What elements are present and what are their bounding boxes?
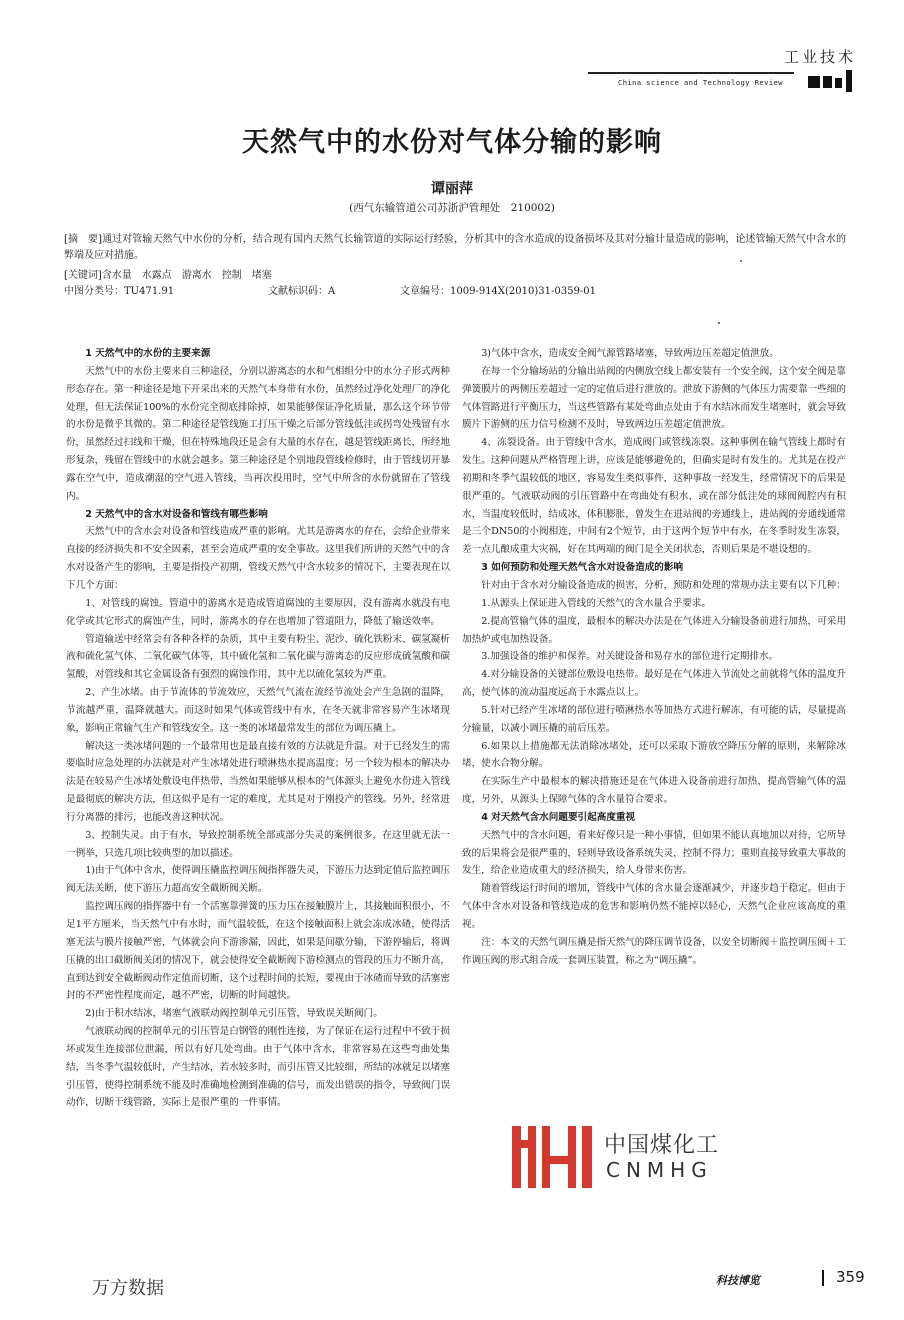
logo-text-english: CNMHG bbox=[606, 1158, 713, 1182]
footer-journal-name: 科技博览 bbox=[716, 1274, 760, 1287]
section-heading: 1 天然气中的水份的主要来源 bbox=[85, 348, 211, 359]
body-paragraph: 1、对管线的腐蚀。管道中的游离水是造成管道腐蚀的主要原因，没有游离水就没有电化学或其它形式的腐蚀产生，同时，游离水的存在也增加了管道阻力，降低了输送效率。 bbox=[66, 597, 450, 627]
body-paragraph: 气液联动阀的控制单元的引压管是白钢管的刚性连接，为了保证在运行过程中不致于损坏或发生连接部位泄漏，所以有好几处弯曲。由于气体中含水，非常容易在这些弯曲处集结，当冬季气温较低时，产生结冰，若水较多时，而引压管又比较细，所结的冰就足以堵塞引压管，使得控制系统不能及时准确地检测到准确的信号，而发出错误的指令，导致阀门误动作，切断干线管路，实际上是很严重的一件事情。 bbox=[66, 1026, 450, 1109]
scan-speck bbox=[718, 322, 720, 324]
journal-english-name: China science and Technology Review bbox=[618, 79, 784, 87]
body-paragraph: 天然气中的水份主要来自三种途径，分别以游离态的水和气相组分中的水分子形式两种形态存在。第一种途径是地下开采出来的天然气本身带有水份，虽然经过净化处理厂的净化处理，但无法保证100%的水份完全彻底排除掉，如果能够保证净化质量，那么这个环节带的水份是微乎其微的。第二种途径是管线施工打压干燥之后部分管线低洼或拐弯处残留有水份，虽然经过扫线和干燥，但在特殊地段还是会有大量的水存在，越是管线距离长，所经地形复杂，残留在管线中的水就会越多。第三种途径是个别地段管线检修时，由于管线切开暴露在空气中，造成潮湿的空气进入管线，当再次投用时，空气中所含的水份就留在了管线内。 bbox=[66, 365, 450, 502]
body-paragraph: 3)气体中含水，造成安全阀气源管路堵塞，导致两边压差超定值泄放。 bbox=[481, 348, 779, 359]
body-paragraph: 4.对分输设备的关键部位敷设电热带。最好是在气体进入节流处之前就将气体的温度升高，使气体的流动温度远高于水露点以上。 bbox=[462, 669, 846, 699]
body-paragraph: 天然气中的含水问题，看来好像只是一种小事情，但如果不能认真地加以对待，它所导致的后果将会是很严重的，轻则导致设备系统失灵，控制不得力；重则直接导致重大事故的发生，给企业造成重大的经济损失，给人身带来伤害。 bbox=[462, 829, 846, 877]
section-category: 工业技术 bbox=[783, 48, 856, 66]
body-paragraph: 2.提高管输气体的温度，最根本的解决办法是在气体进入分输设备前进行加热，可采用加热炉或电加热设备。 bbox=[462, 615, 846, 645]
body-paragraph: 随着管线运行时间的增加，管线中气体的含水量会逐渐减少，并逐步趋于稳定。但由于气体中含水对设备和管线造成的危害和影响仍然不能掉以轻心，天然气企业应该高度的重视。 bbox=[462, 883, 846, 930]
body-paragraph: 监控调压阀的指挥器中有一个活塞靠弹簧的压力压在接触膜片上，其接触面积很小，不足1平方厘米，当天然气中有水时，而气温较低，在这个接触面积上就会冻成冰碴，使得活塞无法与膜片接触严密，气体就会向下游渗漏，因此，如果是间歇分输，下游停输后，将调压撬的出口截断阀关闭的情况下，就会使得安全截断阀下游检测点的管段的压力不断升高，直到达到安全截断阀动作定值而切断，这个过程时间的长短，要视由于冰碴而导致的活塞密封的不严密性程度而定，越不严密，切断的时间越快。 bbox=[66, 901, 450, 1002]
body-paragraph: 管道输送中经常会有各种各样的杂质，其中主要有粉尘、泥沙、硫化铁粉末、碳氢凝析液和硫化氢气体、二氧化碳气体等，其中硫化氢和二氧化碳与游离态的反应形成硫氢酸和碳氢酸，对管线和其它金属设备有强烈的腐蚀作用，其中尤以硫化氢较为严重。 bbox=[66, 633, 450, 681]
body-column-right bbox=[462, 345, 846, 970]
body-paragraph: 解决这一类冰堵问题的一个最常用也是最直接有效的方法就是升温。对于已经发生的需要临时应急处理的办法就是对产生冰堵处进行喷淋热水提高温度；另一个较为根本的解决办法是在较易产生冰堵处敷设电伴热带，当然如果能够从根本的气体源头上避免水份进入管线是最彻底的解决方法，但这似乎是有一定的难度，尤其是对于刚投产的管线。另外，经常进行分离器的排污，也能改善这种状况。 bbox=[66, 740, 450, 823]
page-number: 359 bbox=[836, 1268, 865, 1286]
journal-mark-icon bbox=[808, 70, 856, 92]
body-paragraph: 6.如果以上措施都无法消除冰堵处，还可以采取下游放空降压分解的原则，来解除冰堵，使水合物分解。 bbox=[462, 740, 846, 770]
section-heading: 4 对天然气含水问题要引起高度重视 bbox=[481, 811, 636, 823]
paper-title: 天然气中的水份对气体分输的影响 bbox=[242, 127, 662, 158]
body-paragraph: 在实际生产中最根本的解决措施还是在气体进入设备前进行加热，提高管输气体的温度，另外，从源头上保障气体的含水量符合要求。 bbox=[462, 776, 846, 806]
body-paragraph: 3.加强设备的维护和保养。对关键设备和易存水的部位进行定期排水。 bbox=[481, 651, 779, 663]
body-paragraph: 5.针对已经产生冰堵的部位进行喷淋热水等加热方式进行解冻，有可能的话，尽量提高分输量，以减小调压撬的前后压差。 bbox=[462, 704, 846, 734]
body-paragraph: 注：本文的天然气调压撬是指天然气的降压调节设备，以安全切断阀＋监控调压阀＋工作调压阀的形式组合成一套调压装置，称之为“调压撬”。 bbox=[462, 936, 846, 966]
author-name: 谭丽萍 bbox=[431, 181, 473, 197]
section-heading: 3 如何预防和处理天然气含水对设备造成的影响 bbox=[481, 562, 684, 574]
scan-speck bbox=[740, 260, 742, 262]
body-paragraph: 天然气中的含水会对设备和管线造成严重的影响。尤其是游离水的存在，会给企业带来直接的经济损失和不安全因素，甚至会造成严重的安全事故。这里我们所讲的天然气中的含水对设备产生的影响，主要是指投产初期，管线天然气中含水较多的情况下，主要表现在以下几个方面： bbox=[66, 526, 450, 591]
body-paragraph: 4、冻裂设备。由于管线中含水，造成阀门或管线冻裂。这种事例在输气管线上都时有发生。这种问题从严格管理上讲，应该是能够避免的，但确实是时有发生的。尤其是在投产初期和冬季气温较低的地区，容易发生类似事件，这种事故一经发生，经常情况下的后果是很严重的。气液联动阀的引压管路中在弯曲处有积水，或在部分低洼处的球阀阀腔内有积水，当温度较低时，结成冰，体积膨胀，曾发生在进站阀的旁通线上，进站阀的旁通线通常是三个DN50的小阀相连，中间有2个短节，由于这两个短节中有水，在冬季时发生冻裂，差一点儿酿成重大灾祸，好在其两端的阀门是全关闭状态，否则后果是不堪设想的。 bbox=[462, 437, 846, 556]
clc-number: 中图分类号：TU471.91 bbox=[64, 286, 175, 297]
article-number: 文章编号：1009-914X(2010)31-0359-01 bbox=[400, 286, 596, 297]
header-rule bbox=[588, 72, 794, 74]
section-heading: 2 天然气中的含水对设备和管线有哪些影响 bbox=[85, 508, 268, 520]
logo-text-chinese: 中国煤化工 bbox=[604, 1133, 720, 1158]
body-column-left bbox=[66, 345, 450, 1112]
footer-divider bbox=[822, 1270, 824, 1286]
body-paragraph: 在每一个分输场站的分输出站阀的内侧放空线上都安装有一个安全阀，这个安全阀是靠弹簧膜片的两侧压差超过一定的定值后进行泄放的。泄放下游侧的气体压力需要靠一些细的气体管路进行平衡压力，当这些管路有某处弯曲点处由于有水结冰而发生堵塞时，就会导致膜片下游侧的压力信号检测不及时，导致两边压差超定值泄放。 bbox=[462, 365, 846, 431]
author-affiliation: (西气东输管道公司苏浙沪管理处 210002) bbox=[349, 202, 555, 214]
body-paragraph: 2、产生冰堵。由于节流体的节流效应，天然气气流在流经节流处会产生急剧的温降，节流越严重，温降就越大。而这时如果气体或管线中有水，在冬天就非常容易产生冰堵现象，影响正常输气生产和管线安全。这一类的冰堵最常发生的部位为调压撬上。 bbox=[66, 687, 450, 734]
body-paragraph: 2)由于积水结冰，堵塞气液联动阀控制单元引压管，导致误关断阀门。 bbox=[85, 1008, 383, 1020]
body-paragraph: 1)由于气体中含水，使得调压撬监控调压阀指挥器失灵，下游压力达到定值后监控调压阀无法关断，使下游压力超高安全截断阀关断。 bbox=[66, 865, 451, 895]
body-paragraph: 1.从源头上保证进入管线的天然气的含水量合乎要求。 bbox=[481, 597, 711, 609]
abstract: [摘 要]通过对管输天然气中水份的分析，结合现有国内天然气长输管道的实际运行经验，分析其中的含水造成的设备损坏及其对分输计量造成的影响，论述管输天然气中含水的弊端及应对措施。 bbox=[64, 234, 846, 261]
document-code: 文献标识码：A bbox=[268, 286, 336, 297]
wanfang-watermark: 万方数据 bbox=[92, 1278, 164, 1299]
body-paragraph: 3、控制失灵。由于有水，导致控制系统全部或部分失灵的案例很多，在这里就无法一一例举，只选几项比较典型的加以描述。 bbox=[66, 829, 450, 859]
body-paragraph: 针对由于含水对分输设备造成的损害，分析，预防和处理的常规办法主要有以下几种： bbox=[481, 579, 846, 591]
keywords: [关键词]含水量 水露点 游离水 控制 堵塞 bbox=[64, 270, 272, 281]
